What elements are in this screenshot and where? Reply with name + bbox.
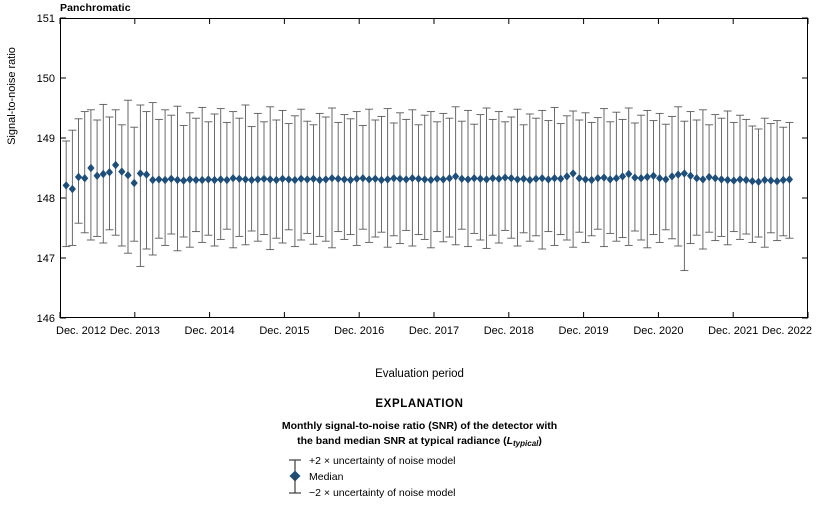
- median-marker: [514, 175, 521, 183]
- median-marker: [118, 167, 125, 175]
- median-marker: [495, 175, 502, 183]
- error-bar-layer: [62, 100, 793, 270]
- median-marker: [365, 175, 372, 183]
- median-marker: [637, 174, 644, 182]
- median-marker: [662, 175, 669, 183]
- median-marker: [236, 175, 243, 183]
- explanation-line2-pre: the band median SNR at typical radiance (: [297, 435, 507, 447]
- median-marker: [260, 175, 267, 183]
- median-marker: [458, 175, 465, 183]
- median-marker: [736, 175, 743, 183]
- median-marker: [267, 175, 274, 183]
- x-tick-label: Dec. 2021: [708, 325, 759, 337]
- x-tick-label: Dec. 2014: [184, 325, 235, 337]
- median-marker: [161, 176, 168, 184]
- x-tick-label: Dec. 2013: [109, 325, 160, 337]
- median-marker: [353, 175, 360, 183]
- median-marker: [582, 175, 589, 183]
- legend-item-upper: +2 × uncertainty of noise model: [309, 455, 456, 467]
- plot-area: [36, 13, 812, 337]
- median-marker: [174, 176, 181, 184]
- median-marker: [403, 175, 410, 183]
- x-tick-label: Dec. 2012: [56, 325, 107, 337]
- x-tick-label: Dec. 2019: [558, 325, 609, 337]
- median-marker: [532, 175, 539, 183]
- median-marker: [780, 176, 787, 184]
- median-marker: [69, 185, 76, 193]
- median-marker: [248, 176, 255, 184]
- median-marker: [730, 176, 737, 184]
- median-marker: [600, 173, 607, 181]
- median-marker: [433, 175, 440, 183]
- median-marker: [446, 174, 453, 182]
- median-marker: [81, 174, 88, 182]
- median-marker: [106, 168, 113, 176]
- median-marker: [563, 172, 570, 180]
- median-marker: [427, 176, 434, 184]
- median-marker: [291, 176, 298, 184]
- median-marker: [310, 175, 317, 183]
- median-marker: [539, 174, 546, 182]
- median-marker: [675, 170, 682, 178]
- y-tick-label: 146: [36, 313, 55, 325]
- median-marker: [335, 175, 342, 183]
- legend-glyph-icon: [283, 455, 307, 503]
- median-marker: [724, 176, 731, 184]
- median-marker: [143, 170, 150, 178]
- median-marker: [471, 174, 478, 182]
- median-marker: [625, 170, 632, 178]
- median-marker: [440, 175, 447, 183]
- median-marker: [526, 176, 533, 184]
- median-marker: [569, 169, 576, 177]
- median-marker: [545, 175, 552, 183]
- median-marker: [279, 175, 286, 183]
- median-marker: [501, 173, 508, 181]
- axis-layer: [60, 18, 808, 318]
- y-tick-label: 151: [36, 13, 55, 25]
- median-marker: [705, 173, 712, 181]
- median-marker: [483, 175, 490, 183]
- median-marker: [452, 172, 459, 180]
- explanation-line2-post: ): [538, 435, 542, 447]
- explanation-subtitle: [0, 419, 839, 451]
- median-marker: [588, 176, 595, 184]
- explanation-subtitle-line1: Monthly signal-to-noise ratio (SNR) of the detector with: [281, 420, 558, 432]
- median-marker: [347, 176, 354, 184]
- median-marker: [384, 175, 391, 183]
- median-marker: [693, 174, 700, 182]
- median-marker: [421, 175, 428, 183]
- x-tick-label: Dec. 2016: [334, 325, 385, 337]
- median-marker: [668, 172, 675, 180]
- x-axis-title: Evaluation period: [375, 368, 464, 380]
- median-marker: [576, 174, 583, 182]
- median-marker: [254, 175, 261, 183]
- median-marker: [743, 176, 750, 184]
- median-marker: [415, 175, 422, 183]
- median-marker: [186, 175, 193, 183]
- median-marker: [316, 176, 323, 184]
- median-marker: [137, 169, 144, 177]
- median-marker: [155, 175, 162, 183]
- x-tick-label: Dec. 2022: [761, 325, 812, 337]
- x-tick-label: Dec. 2015: [259, 325, 310, 337]
- median-marker: [100, 170, 107, 178]
- median-marker: [242, 175, 249, 183]
- plot-frame: [61, 19, 808, 318]
- median-marker: [396, 175, 403, 183]
- chart-svg: [36, 13, 812, 337]
- median-marker: [786, 175, 793, 183]
- median-marker: [285, 175, 292, 183]
- median-marker: [773, 177, 780, 185]
- legend-item-median: Median: [309, 471, 344, 483]
- median-marker: [211, 176, 218, 184]
- median-marker: [594, 174, 601, 182]
- median-marker: [112, 161, 119, 169]
- median-marker: [192, 176, 199, 184]
- median-marker: [477, 175, 484, 183]
- x-tick-label: Dec. 2017: [408, 325, 460, 337]
- median-marker: [557, 175, 564, 183]
- y-tick-label: 147: [36, 253, 55, 265]
- median-marker: [217, 175, 224, 183]
- median-marker: [372, 175, 379, 183]
- explanation-heading: EXPLANATION: [375, 398, 464, 410]
- y-tick-label: 149: [36, 133, 55, 145]
- median-marker: [767, 176, 774, 184]
- legend-item-lower: −2 × uncertainty of noise model: [309, 487, 456, 499]
- median-marker: [131, 179, 138, 187]
- legend: [283, 455, 603, 503]
- median-marker: [124, 171, 131, 179]
- median-marker: [149, 176, 156, 184]
- median-marker: [644, 173, 651, 181]
- median-marker: [650, 172, 657, 180]
- y-tick-label: 148: [36, 193, 55, 205]
- median-marker: [341, 175, 348, 183]
- median-marker: [168, 175, 175, 183]
- median-marker: [180, 176, 187, 184]
- median-marker: [749, 177, 756, 185]
- median-marker: [297, 175, 304, 183]
- median-marker: [489, 174, 496, 182]
- median-marker: [755, 178, 762, 186]
- median-marker: [87, 164, 94, 172]
- median-marker: [699, 175, 706, 183]
- median-marker: [520, 175, 527, 183]
- median-marker: [390, 174, 397, 182]
- median-marker: [409, 174, 416, 182]
- x-tick-label: Dec. 2018: [483, 325, 534, 337]
- median-marker: [613, 174, 620, 182]
- y-axis-title: [6, 0, 18, 145]
- median-marker: [205, 175, 212, 183]
- median-marker: [551, 174, 558, 182]
- median-marker: [63, 181, 70, 189]
- median-marker: [656, 174, 663, 182]
- median-marker: [761, 176, 768, 184]
- median-marker: [273, 176, 280, 184]
- median-marker: [199, 176, 206, 184]
- median-marker: [718, 175, 725, 183]
- explanation-line2-sub: typical: [513, 439, 539, 448]
- y-axis-title-text: Signal-to-noise ratio: [6, 47, 18, 145]
- median-marker: [304, 175, 311, 183]
- explanation-line2-italic: L: [506, 435, 514, 447]
- median-marker: [687, 172, 694, 180]
- median-marker: [328, 174, 335, 182]
- median-marker: [75, 173, 82, 181]
- median-marker-layer: [63, 161, 793, 193]
- median-marker: [322, 175, 329, 183]
- median-marker: [93, 172, 100, 180]
- median-marker: [508, 174, 515, 182]
- median-marker: [464, 175, 471, 183]
- median-marker: [631, 173, 638, 181]
- median-marker: [359, 174, 366, 182]
- median-marker: [619, 172, 626, 180]
- x-tick-label: Dec. 2020: [633, 325, 684, 337]
- explanation-subtitle-line2: [0, 434, 839, 451]
- median-marker: [712, 174, 719, 182]
- median-marker: [378, 176, 385, 184]
- median-marker: [681, 169, 688, 177]
- median-marker: [223, 176, 230, 184]
- y-tick-label: 150: [36, 73, 55, 85]
- panel-title: Panchromatic: [60, 2, 131, 14]
- median-marker: [229, 174, 236, 182]
- median-marker: [607, 175, 614, 183]
